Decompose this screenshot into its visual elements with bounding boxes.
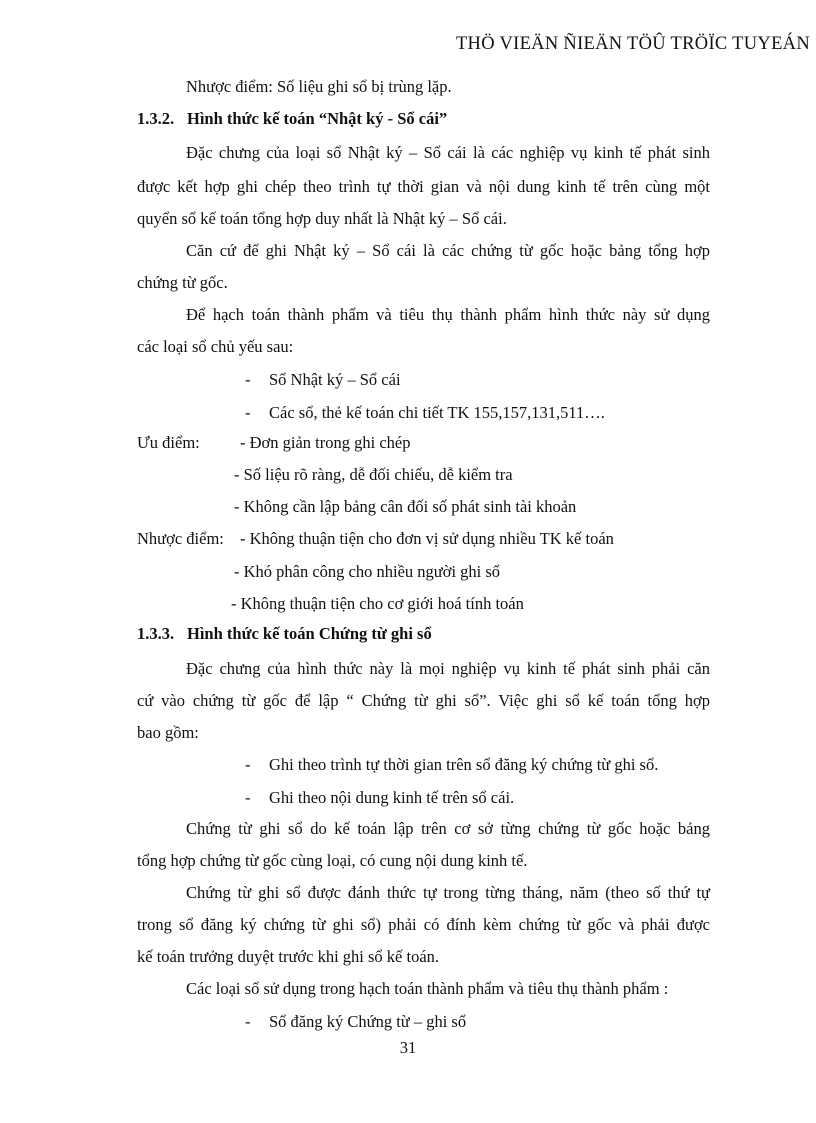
- paragraph-line: quyển sổ kế toán tổng hợp duy nhất là Nhật ký – Sổ cái.: [137, 209, 507, 228]
- section-title: Hình thức kế toán Chứng từ ghi sổ: [187, 624, 432, 643]
- paragraph-line: trong sổ đăng ký chứng từ ghi sổ) phải có đính kèm chứng từ gốc và phải được: [137, 915, 710, 934]
- list-item-text: Các sổ, thẻ kế toán chi tiết TK 155,157,131,511….: [269, 403, 605, 422]
- list-item: [245, 755, 658, 775]
- list-item-text: Ghi theo trình tự thời gian trên sổ đăng ký chứng từ ghi sổ.: [269, 755, 659, 774]
- section-heading-1-3-2: [137, 109, 447, 129]
- page-header: THÖ VIEÄN ÑIEÄN TÖÛ TRÖÏC TUYEÁN: [455, 34, 810, 54]
- paragraph-line: các loại sổ chủ yếu sau:: [137, 337, 294, 356]
- paragraph-line: được kết hợp ghi chép theo trình tự thời gian và nội dung kinh tế trên cùng một: [137, 177, 710, 196]
- list-item: [245, 370, 401, 390]
- paragraph-line: chứng từ gốc.: [137, 273, 228, 292]
- disadvantages-label: Nhược điểm:: [137, 529, 224, 548]
- paragraph-line: tổng hợp chứng từ gốc cùng loại, có cung nội dung kinh tế.: [137, 851, 528, 870]
- paragraph-line: Nhược điểm: Số liệu ghi sổ bị trùng lặp.: [186, 77, 452, 96]
- bullet-dash: -: [245, 1012, 251, 1031]
- bullet-dash: -: [245, 370, 251, 389]
- advantages-label: Ưu điểm:: [137, 433, 200, 452]
- list-item: [245, 1012, 466, 1032]
- paragraph-line: cứ vào chứng từ gốc để lập “ Chứng từ ghi sổ”. Việc ghi sổ kế toán tổng hợp: [137, 691, 710, 710]
- paragraph-line: Các loại sổ sử dụng trong hạch toán thành phẩm và tiêu thụ thành phẩm :: [186, 979, 669, 998]
- list-item: [245, 788, 514, 808]
- section-heading-1-3-3: [137, 624, 432, 644]
- paragraph-line: kế toán trưởng duyệt trước khi ghi sổ kế toán.: [137, 947, 440, 966]
- paragraph-line: Đặc chưng của loại sổ Nhật ký – Sổ cái là các nghiệp vụ kinh tế phát sinh: [186, 143, 710, 162]
- section-number: 1.3.2.: [137, 109, 175, 128]
- list-item-text: Sổ Nhật ký – Sổ cái: [269, 370, 401, 389]
- page-number: 31: [399, 1038, 417, 1057]
- list-item-text: Sổ đăng ký Chứng từ – ghi sổ: [269, 1012, 467, 1031]
- bullet-dash: -: [245, 403, 251, 422]
- disadvantage-item: - Không thuận tiện cho đơn vị sử dụng nhiều TK kế toán: [240, 529, 614, 548]
- disadvantage-item: - Khó phân công cho nhiều người ghi sổ: [234, 562, 501, 581]
- section-number: 1.3.3.: [137, 624, 175, 643]
- section-title: Hình thức kế toán “Nhật ký - Sổ cái”: [187, 109, 448, 128]
- disadvantage-item: - Không thuận tiện cho cơ giới hoá tính toán: [231, 594, 524, 613]
- paragraph-line: bao gồm:: [137, 723, 199, 742]
- advantage-item: - Số liệu rõ ràng, dễ đối chiếu, dễ kiểm tra: [234, 465, 513, 484]
- bullet-dash: -: [245, 755, 251, 774]
- list-item-text: Ghi theo nội dung kinh tế trên sổ cái.: [269, 788, 515, 807]
- bullet-dash: -: [245, 788, 251, 807]
- advantage-item: - Đơn giản trong ghi chép: [240, 433, 411, 452]
- paragraph-line: Căn cứ để ghi Nhật ký – Sổ cái là các chứng từ gốc hoặc bảng tổng hợp: [186, 241, 710, 260]
- list-item: [245, 403, 605, 423]
- paragraph-line: Chứng từ ghi sổ do kế toán lập trên cơ sở từng chứng từ gốc hoặc bảng: [186, 819, 710, 838]
- advantage-item: - Không cần lập bảng cân đối số phát sinh tài khoản: [234, 497, 577, 516]
- paragraph-line: Để hạch toán thành phẩm và tiêu thụ thành phẩm hình thức này sử dụng: [186, 305, 710, 324]
- paragraph-line: Đặc chưng của hình thức này là mọi nghiệp vụ kinh tế phát sinh phải căn: [186, 659, 710, 678]
- paragraph-line: Chứng từ ghi sổ được đánh thức tự trong từng tháng, năm (theo số thứ tự: [186, 883, 710, 902]
